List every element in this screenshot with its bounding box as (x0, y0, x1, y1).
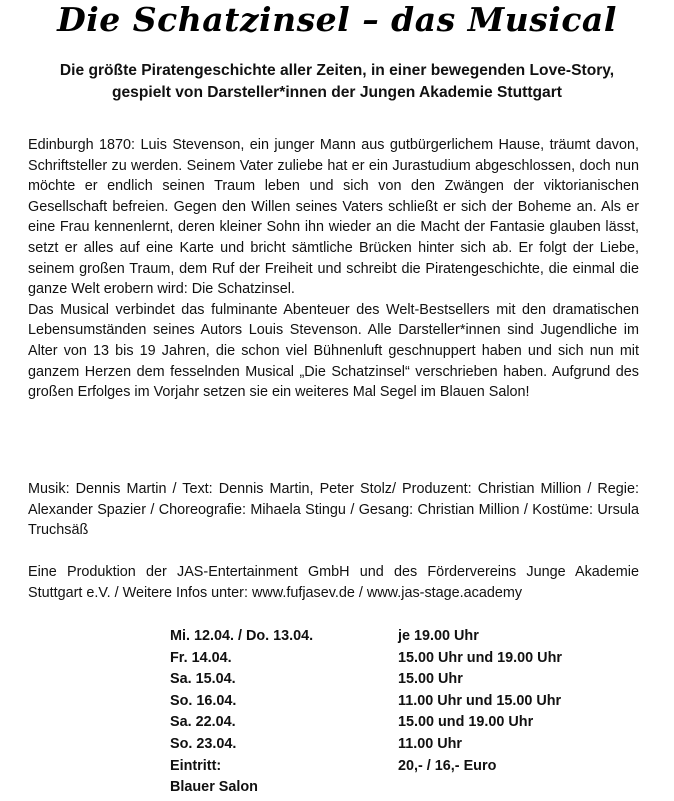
schedule-time: 11.00 Uhr und 15.00 Uhr (398, 692, 562, 709)
story-paragraph: Das Musical verbindet das fulminante Abenteuer des Welt-Bestsellers mit den dramatischen Lebensumständen seines Autors Louis Stevenson. Alle Darsteller*innen sind Jugendliche im Alter von 13 bis 19 Jahren, die schon viel Bühnenluft geschnuppert haben und sich nun mit ganzem Herzen dem fesselnden Musical „Die Schatzinsel“ verschrieben haben. Aufgrund des großen Erfolges im Vorjahr setzen sie ein weiteres Mal Segel im Blauen Salon! (28, 301, 639, 401)
credits-paragraph: Musik: Dennis Martin / Text: Dennis Martin, Peter Stolz/ Produzent: Christian Million / Regie: Alexander Spazier / Choreografie: Mihaela Stingu / Gesang: Christian Million / Kostüme: Ursula Truchsäß (28, 481, 639, 539)
schedule-row (170, 671, 610, 693)
schedule-day: Blauer Salon (170, 779, 258, 796)
schedule-time: 15.00 Uhr und 19.00 Uhr (398, 649, 562, 666)
schedule-day: Sa. 15.04. (170, 671, 236, 688)
schedule-row (170, 714, 610, 736)
schedule-row (170, 758, 610, 780)
schedule-time: 20,- / 16,- Euro (398, 757, 497, 774)
schedule-day: So. 16.04. (170, 692, 237, 709)
subtitle: Die größte Piratengeschichte aller Zeiten, in einer bewegenden Love-Story, gespielt von Darsteller*innen der Jungen Akademie Stuttgart (59, 62, 615, 101)
page-title: Die Schatzinsel – das Musical (57, 0, 617, 39)
story-paragraph: Edinburgh 1870: Luis Stevenson, ein junger Mann aus gutbürgerlichem Hause, träumt davon, Schriftsteller zu werden. Seinem Vater zuliebe hat er ein Jurastudium abgeschlossen, doch nun möchte er endlich seinen Traum leben und sich von den Zwängen der viktorianischen Gesellschaft befreien. Gegen den Willen seines Vaters schließt er sich der Boheme an. Als er eine Frau kennenlernt, deren kleiner Sohn ihn wieder an die Macht der Fantasie glauben lässt, setzt er alles auf eine Karte und bricht sämtliche Brücken hinter sich ab. Er folgt der Liebe, seinem großen Traum, dem Ruf der Freiheit und schreibt die Piratengeschichte, die einmal die ganze Welt erobern wird: Die Schatzinsel. (28, 137, 639, 298)
schedule-day: So. 23.04. (170, 735, 237, 752)
schedule-time: 11.00 Uhr (398, 735, 462, 752)
story-text (28, 135, 639, 403)
production-text (28, 562, 639, 603)
schedule-row (170, 650, 610, 672)
credits-text (28, 479, 639, 541)
schedule-time: 15.00 und 19.00 Uhr (398, 714, 534, 731)
schedule-row (170, 693, 610, 715)
schedule-day: Mi. 12.04. / Do. 13.04. (170, 628, 314, 644)
schedule-row (170, 628, 610, 650)
schedule-day: Sa. 22.04. (170, 714, 236, 731)
schedule-table (170, 628, 610, 801)
schedule-day: Eintritt: (170, 757, 222, 774)
production-paragraph: Eine Produktion der JAS-Entertainment GmbH und des Fördervereins Junge Akademie Stuttgart e.V. / Weitere Infos unter: www.fufjasev.de / www.jas-stage.academy (28, 564, 639, 601)
schedule-row (170, 736, 610, 758)
schedule-day: Fr. 14.04. (170, 649, 232, 666)
schedule-time: 15.00 Uhr (398, 671, 463, 688)
schedule-time: je 19.00 Uhr (398, 628, 479, 644)
